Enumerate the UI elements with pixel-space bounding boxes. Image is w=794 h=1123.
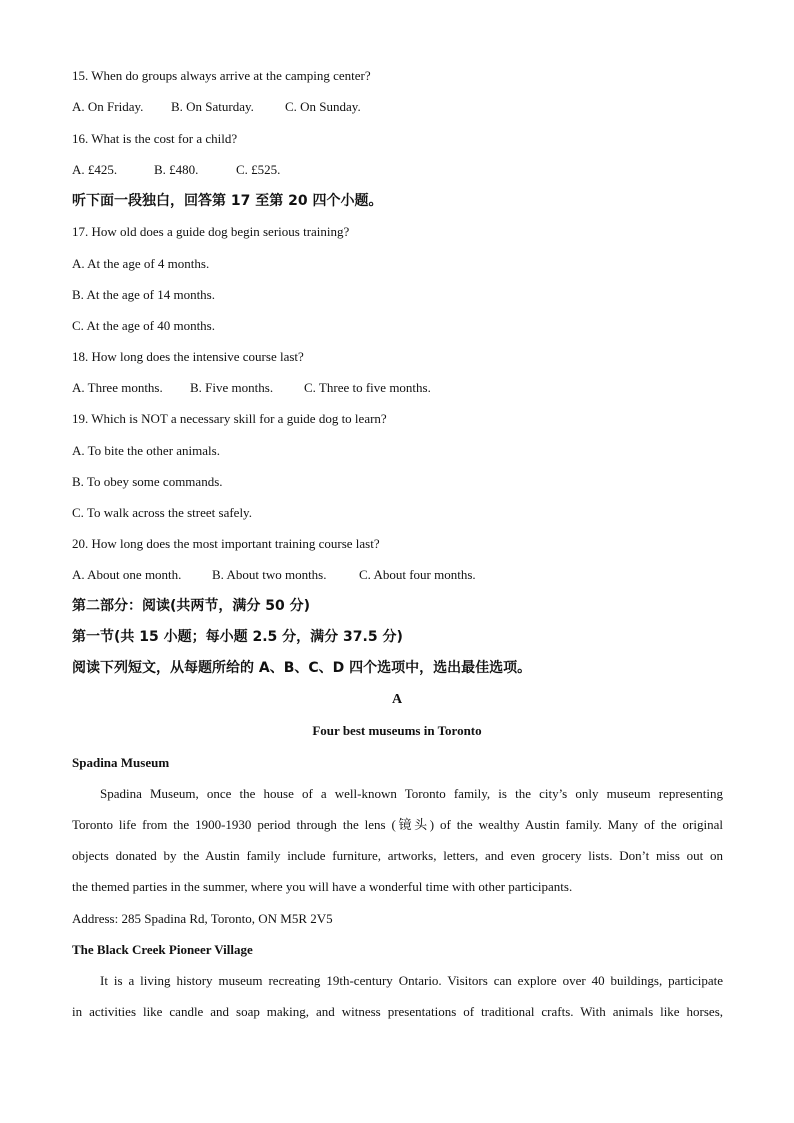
question-16-options bbox=[72, 162, 280, 178]
option-b: B. Five months. bbox=[190, 380, 274, 395]
option-a: A. About one month. bbox=[72, 567, 182, 582]
option-b: B. £480. bbox=[154, 162, 199, 177]
option-b: B. On Saturday. bbox=[171, 99, 254, 114]
question-18: 18. How long does the intensive course last? bbox=[72, 349, 304, 364]
museum-1-line-4: the themed parties in the summer, where you will have a wonderful time with other participants. bbox=[72, 879, 573, 894]
museum-1-line-1: Spadina Museum, once the house of a well-known Toronto family, is the city’s only museum representing bbox=[100, 786, 723, 801]
passage-letter: A bbox=[391, 692, 403, 707]
option-c: C. £525. bbox=[236, 162, 281, 177]
question-17-option-b: B. At the age of 14 months. bbox=[72, 287, 215, 302]
question-19: 19. Which is NOT a necessary skill for a guide dog to learn? bbox=[72, 411, 387, 426]
museum-1-line-3: objects donated by the Austin family include furniture, artworks, letters, and even grocery lists. Don’t miss out on bbox=[72, 848, 723, 863]
option-c: C. On Sunday. bbox=[285, 99, 361, 114]
question-19-option-c: C. To walk across the street safely. bbox=[72, 505, 252, 520]
option-a: A. Three months. bbox=[72, 380, 163, 395]
question-18-options bbox=[72, 380, 431, 396]
museum-1-line-2: Toronto life from the 1900-1930 period through the lens (镜头) of the wealthy Austin family. Many of the original bbox=[72, 817, 723, 832]
museum-2-line-1: It is a living history museum recreating 19th-century Ontario. Visitors can explore over 40 buildings, participate bbox=[100, 973, 723, 988]
question-19-option-b: B. To obey some commands. bbox=[72, 474, 223, 489]
listening-section-heading: 听下面一段独白，回答第 17 至第 20 四个小题。 bbox=[72, 193, 383, 209]
museum-2-name: The Black Creek Pioneer Village bbox=[72, 942, 253, 957]
part-two-heading: 第二部分：阅读(共两节，满分 50 分) bbox=[72, 598, 311, 614]
section-one-heading: 第一节(共 15 小题；每小题 2.5 分，满分 37.5 分) bbox=[72, 629, 403, 645]
question-20-options bbox=[72, 567, 476, 583]
option-b: B. About two months. bbox=[212, 567, 327, 582]
reading-instruction: 阅读下列短文，从每题所给的 A、B、C、D 四个选项中，选出最佳选项。 bbox=[72, 660, 532, 676]
question-15-options bbox=[72, 99, 361, 115]
museum-1-address: Address: 285 Spadina Rd, Toronto, ON M5R 2V5 bbox=[72, 911, 333, 926]
question-16: 16. What is the cost for a child? bbox=[72, 131, 238, 146]
passage-title: Four best museums in Toronto bbox=[312, 723, 482, 738]
question-17: 17. How old does a guide dog begin serious training? bbox=[72, 224, 350, 239]
option-c: C. About four months. bbox=[359, 567, 476, 582]
option-a: A. On Friday. bbox=[72, 99, 144, 114]
question-17-option-c: C. At the age of 40 months. bbox=[72, 318, 215, 333]
option-a: A. £425. bbox=[72, 162, 118, 177]
question-15: 15. When do groups always arrive at the camping center? bbox=[72, 68, 371, 83]
museum-2-line-2: in activities like candle and soap making, and witness presentations of traditional crafts. With animals like horses, bbox=[72, 1004, 723, 1019]
question-19-option-a: A. To bite the other animals. bbox=[72, 443, 220, 458]
question-17-option-a: A. At the age of 4 months. bbox=[72, 256, 210, 271]
museum-1-name: Spadina Museum bbox=[72, 755, 170, 770]
option-c: C. Three to five months. bbox=[304, 380, 431, 395]
question-20: 20. How long does the most important training course last? bbox=[72, 536, 380, 551]
